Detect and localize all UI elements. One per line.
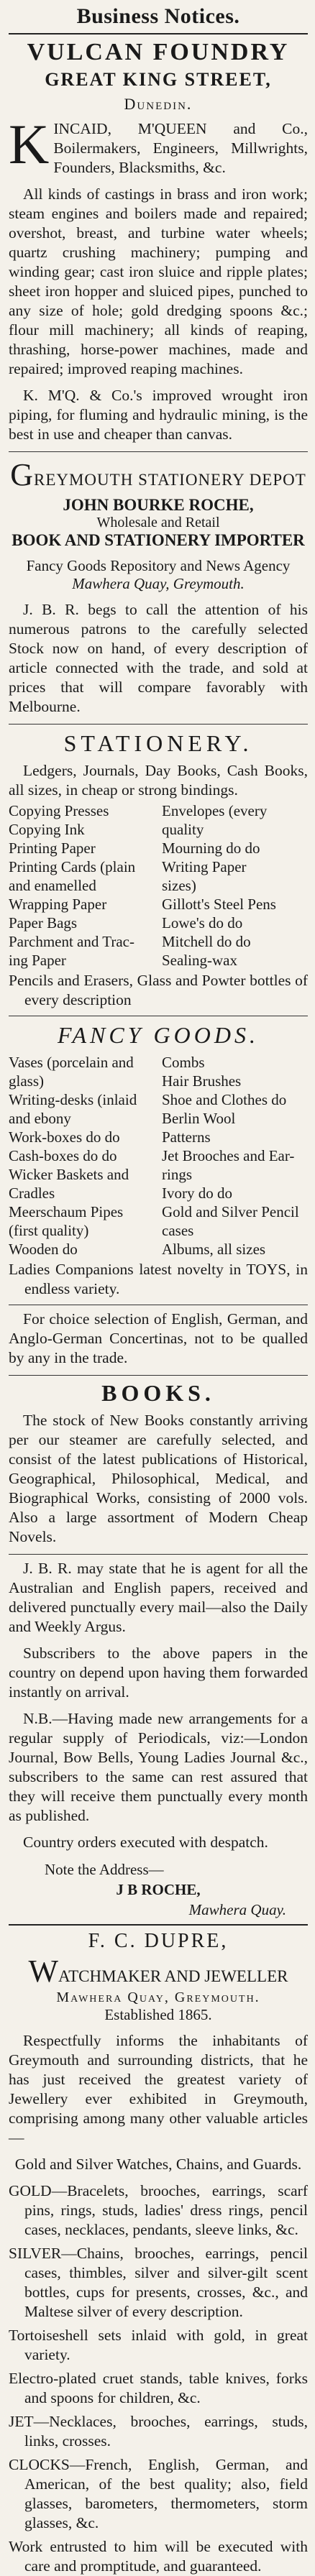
location-line: Mawhera Quay, Greymouth. (72, 575, 245, 592)
jewellery-item: CLOCKS—French, English, German, and American, of the best quality; also, field glasses, barometers, thermometers, storm glasses, &c. (9, 2456, 308, 2531)
ad-address: Mawhera Quay, Greymouth. (56, 1990, 260, 2005)
stationery-item: Copying Ink (9, 821, 85, 838)
jewellery-item: Electro-plated cruet stands, table knives, forks and spoons for children, &c. (9, 2370, 308, 2406)
fancy-goods-item: Ivory do do (162, 1184, 232, 1202)
fancy-goods-item: Vases (porcelain and (9, 1054, 134, 1071)
fancy-goods-heading: FANCY GOODS. (58, 1022, 259, 1048)
note-address: Note the Address— (45, 1861, 164, 1878)
fancy-goods-item: and ebony (9, 1110, 71, 1127)
ad-title: VULCAN FOUNDRY (27, 39, 290, 65)
stationery-item: quality (162, 821, 204, 838)
intro-paragraph: Respectfully informs the inhabitants of Greymouth and surrounding districts, that he has just received the greatest variety of Jewellery ever exhibited in Greymouth, comprising among many other valuable articles— (9, 2032, 308, 2146)
ad-title: REYMOUTH STATIONERY DEPOT (33, 471, 306, 489)
signature-place: Mawhera Quay. (188, 1901, 286, 1918)
fancy-goods-item: (first quality) (9, 1222, 89, 1239)
signature-name: J B ROCHE, (116, 1881, 201, 1898)
fancy-goods-item: Patterns (162, 1128, 211, 1146)
jewellery-item: Work entrusted to him will be executed with care and promptitude, and guaranteed. (9, 2538, 308, 2575)
dropcap-letter: G (10, 457, 34, 492)
fancy-goods-item: Gold and Silver Pencil (162, 1203, 299, 1220)
proprietor-name: JOHN BOURKE ROCHE, (63, 496, 254, 514)
fancy-goods-item: Albums, all sizes (162, 1241, 266, 1258)
stationery-items (9, 801, 308, 970)
fancy-goods-item: Meerschaum Pipes (9, 1203, 124, 1220)
stationery-item: Printing Cards (plain (9, 858, 136, 875)
fancy-goods-item: cases (162, 1222, 194, 1239)
stationery-item: Copying Presses (9, 802, 109, 819)
stationery-item: Writing Paper (162, 858, 247, 875)
dupre-ad (9, 1930, 308, 2576)
ad-intro: INCAID, M'QUEEN and Co., Boilermakers, Engineers, Millwrights, Founders, Blacksmiths, &c. (53, 120, 308, 176)
jewellery-items (9, 2181, 308, 2576)
fancy-goods-item: rings (162, 1166, 192, 1183)
ad-closing: K. M'Q. & Co.'s improved wrought iron piping, for fluming and hydraulic mining, is the best in use and cheaper than canvas. (9, 387, 308, 443)
vulcan-foundry-ad (9, 39, 308, 444)
trade-type: Wholesale and Retail (96, 515, 220, 530)
stationery-item: ing Paper (9, 952, 66, 969)
stationery-item: Sealing-wax (162, 952, 237, 969)
section-header: Business Notices. (76, 4, 240, 28)
established-line: Established 1865. (104, 2006, 212, 2023)
fancy-goods-item: Wicker Baskets and (9, 1166, 129, 1183)
divider (9, 1924, 308, 1926)
fancy-goods-item: Berlin Wool (162, 1110, 236, 1127)
stationery-item: Wrapping Paper (9, 896, 107, 913)
ad-role: ATCHMAKER AND JEWELLER (58, 1967, 288, 1985)
stationery-depot-ad (9, 456, 308, 1920)
watches-line: Gold and Silver Watches, Chains, and Guards. (14, 2156, 302, 2173)
books-heading: BOOKS. (101, 1380, 215, 1406)
proprietor-role: BOOK AND STATIONERY IMPORTER (12, 531, 305, 549)
stationery-item: and enamelled (9, 877, 96, 894)
stationery-item: Lowe's do do (162, 914, 243, 932)
fancy-goods-item: Work-boxes do do (9, 1128, 120, 1146)
jewellery-item: SILVER—Chains, brooches, earrings, pencil cases, thimbles, silver and silver-gilt scent bottles, cups for presents, crosses, &c., and Maltese silver of every description. (9, 2245, 308, 2320)
stationery-item: Paper Bags (9, 914, 78, 932)
fancy-goods-item: Combs (162, 1054, 205, 1071)
fancy-goods-item: Hair Brushes (162, 1072, 242, 1090)
stationery-item: Mitchell do do (162, 933, 251, 950)
concertina-paragraph: For choice selection of English, German, and Anglo-German Concertinas, not to be qualled by any in the trade. (9, 1310, 308, 1366)
fancy-goods-item: Writing-desks (inlaid (9, 1091, 137, 1108)
fancy-goods-item: glass) (9, 1072, 44, 1090)
stationery-item: Printing Paper (9, 840, 96, 857)
jewellery-item: Tortoiseshell sets inlaid with gold, in great variety. (9, 2327, 308, 2363)
fancy-goods-items (9, 1053, 308, 1259)
divider (9, 1375, 308, 1376)
stationery-item: sizes) (162, 877, 196, 894)
ad-title: F. C. DUPRE, (88, 1930, 229, 1952)
ad-address: GREAT KING STREET, (45, 69, 272, 90)
agent-paragraph: J. B. R. may state that he is agent for all the Australian and English papers, received and delivered punctually every mail—also the Daily and Weekly Argus. (9, 1560, 308, 1635)
jewellery-item: GOLD—Bracelets, brooches, earrings, scarf pins, rings, studs, ladies' dress rings, pencil cases, necklaces, pendants, sleeve links, &c. (9, 2182, 308, 2238)
ad-body: All kinds of castings in brass and iron work; steam engines and boilers made and repaired; overshot, breast, and turbine water wheels; quartz crushing machinery; pumping and winding gear; cast iron sluice and ripple plates; sheet iron hopper and sluiced pipes, punched to any size of hole; gold dredging spoons &c.; flour mill machinery; all kinds of reaping, thrashing, horse-power machines, made and repaired; improved reaping machines. (9, 185, 308, 377)
jewellery-item: JET—Necklaces, brooches, earrings, studs, links, crosses. (9, 2413, 308, 2450)
fancy-goods-item: Jet Brooches and Ear- (162, 1147, 295, 1164)
stationery-item: Envelopes (every (162, 802, 268, 819)
country-orders: Country orders executed with despatch. (23, 1834, 268, 1851)
subscribers-paragraph: Subscribers to the above papers in the country on depend upon having them forwarded instantly on arrival. (9, 1644, 308, 1701)
ledgers-line: Ledgers, Journals, Day Books, Cash Books, all sizes, in cheap or strong bindings. (9, 762, 308, 799)
divider (9, 1554, 308, 1555)
stationery-item: Parchment and Trac- (9, 933, 134, 950)
fancy-tail: Ladies Companions latest novelty in TOYS, in endless variety. (9, 1261, 308, 1297)
fancy-goods-item: Cradles (9, 1184, 55, 1202)
stationery-tail: Pencils and Erasers, Glass and Powter bottles of every description (9, 972, 308, 1008)
stationery-heading: STATIONERY. (63, 730, 253, 756)
fancy-goods-item: Shoe and Clothes do (162, 1091, 287, 1108)
nb-paragraph: N.B.—Having made new arrangements for a regular supply of Periodicals, viz:—London Journal, Bow Bells, Young Ladies Journal &c., subscribers to the same can rest assured that they will receive them punctually every month as published. (9, 1710, 308, 1824)
dropcap-letter: W (28, 1954, 59, 1989)
stationery-item: Mourning do do (162, 840, 260, 857)
ad-city: Dunedin. (124, 95, 193, 113)
divider (9, 451, 308, 452)
intro-paragraph: J. B. R. begs to call the attention of his numerous patrons to the carefully selected Stock now on hand, of every description of article connected with the trade, and sold at prices that will compare favorably with Melbourne. (9, 601, 308, 715)
agency-line: Fancy Goods Repository and News Agency (26, 557, 291, 574)
books-paragraph: The stock of New Books constantly arriving per our steamer are carefully selected, and consist of the latest publications of Historical, Geographical, Philosophical, Medical, and Biographical Works, consisting of 2000 vols. Also a large assortment of Modern Cheap Novels. (9, 1412, 308, 1545)
fancy-goods-item: Wooden do (9, 1241, 78, 1258)
fancy-goods-item: Cash-boxes do do (9, 1147, 117, 1164)
signature-block (9, 1859, 308, 1920)
dropcap-letter: K (9, 113, 50, 175)
divider (9, 33, 308, 34)
stationery-item: Gillott's Steel Pens (162, 896, 276, 913)
